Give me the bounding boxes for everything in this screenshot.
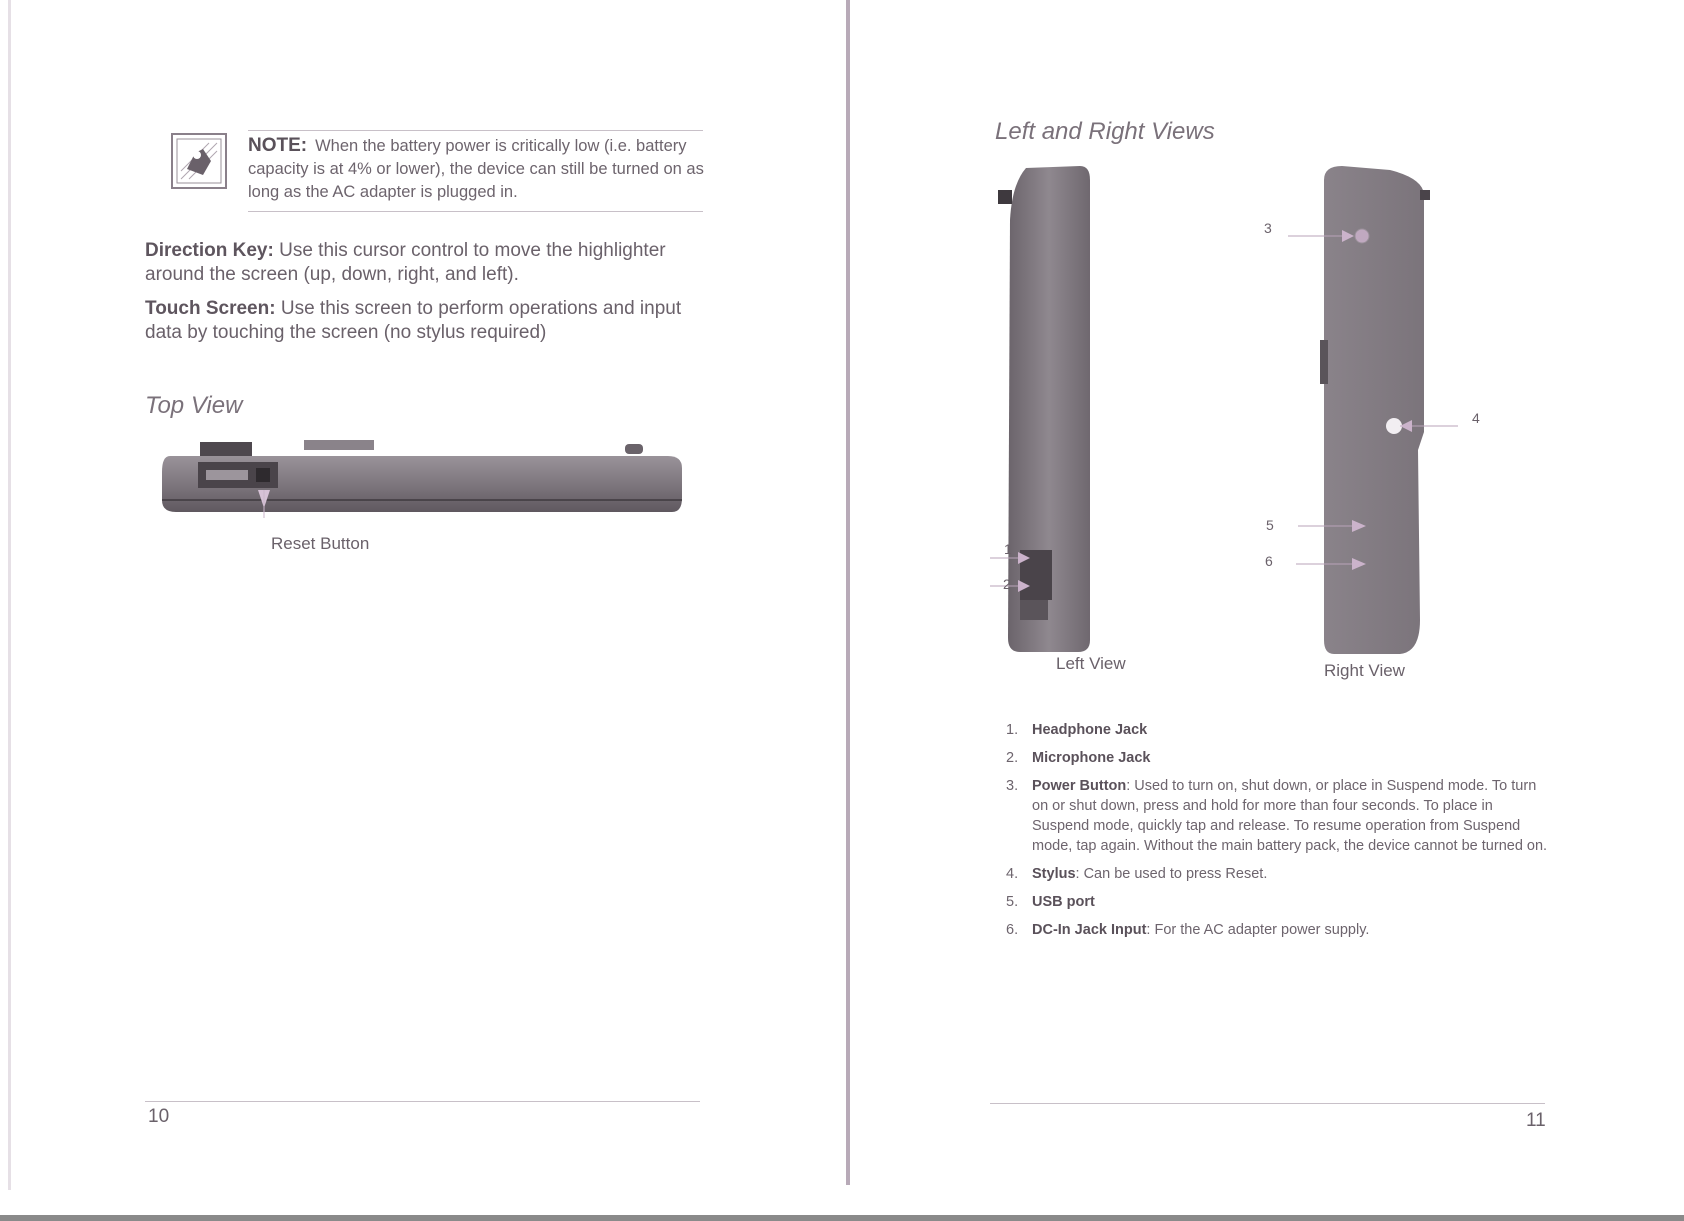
callout-5: 5 [1266, 517, 1274, 533]
item-label: Power Button [1032, 778, 1127, 794]
item-number: 1. [1006, 722, 1019, 738]
page-left-edge [8, 0, 11, 1190]
callout-1: 1 [1004, 541, 1012, 557]
touch-screen-label: Touch Screen: [145, 298, 276, 319]
note-icon [171, 133, 227, 189]
touch-screen-paragraph [145, 297, 705, 345]
item-label: USB port [1032, 894, 1095, 910]
callout-4: 4 [1472, 410, 1480, 426]
footer-rule-left [145, 1101, 700, 1102]
side-views-device-image [990, 160, 1510, 690]
list-item [1006, 920, 1551, 940]
direction-key-paragraph [145, 239, 705, 287]
item-text: : Can be used to press Reset. [1075, 866, 1268, 882]
item-text: : For the AC adapter power supply. [1146, 922, 1370, 938]
list-item [1006, 864, 1551, 884]
callout-6: 6 [1265, 553, 1273, 569]
scan-bottom-edge [0, 1215, 1684, 1221]
list-item [1006, 892, 1551, 912]
list-item [1006, 720, 1551, 740]
top-view-device-image [160, 438, 685, 518]
item-number: 6. [1006, 922, 1019, 938]
item-label: Stylus [1032, 866, 1076, 882]
item-text: : Used to turn on, shut down, or place in Suspend mode. To turn on or shut down, press and hold for more than four seconds. To place in Suspend mode, quickly tap and release. To resume operation from Suspend mode, tap again. Without the main battery pack, the device cannot be turned on. [1032, 778, 1548, 854]
list-item [1006, 776, 1551, 856]
page-number-left: 10 [148, 1106, 170, 1127]
item-number: 3. [1006, 778, 1019, 794]
touch-screen-text: Use this screen to perform operations and input data by touching the screen (no stylus required) [145, 298, 682, 343]
note-text [248, 134, 708, 204]
page-number-right: 11 [1526, 1110, 1546, 1131]
list-item [1006, 748, 1551, 768]
left-right-views-title: Left and Right Views [995, 118, 1215, 145]
left-view-label: Left View [1056, 654, 1126, 673]
item-label: Headphone Jack [1032, 722, 1148, 738]
note-label: NOTE: [248, 135, 308, 156]
right-view-label: Right View [1324, 661, 1405, 680]
footer-rule-right [990, 1103, 1545, 1104]
top-view-title: Top View [145, 392, 243, 419]
direction-key-label: Direction Key: [145, 240, 274, 261]
direction-key-text: Use this cursor control to move the highlighter around the screen (up, down, right, and left). [145, 240, 666, 285]
book-spine [846, 0, 850, 1185]
callout-3: 3 [1264, 220, 1272, 236]
note-body: When the battery power is critically low (i.e. battery capacity is at 4% or lower), the device can still be turned on as long as the AC adapter is plugged in. [248, 137, 704, 201]
item-label: DC-In Jack Input [1032, 922, 1147, 938]
item-number: 5. [1006, 894, 1019, 910]
item-number: 2. [1006, 750, 1019, 766]
reset-button-label: Reset Button [271, 534, 370, 553]
item-label: Microphone Jack [1032, 750, 1151, 766]
item-number: 4. [1006, 866, 1019, 882]
component-list [1006, 720, 1551, 948]
callout-2: 2 [1003, 576, 1011, 592]
